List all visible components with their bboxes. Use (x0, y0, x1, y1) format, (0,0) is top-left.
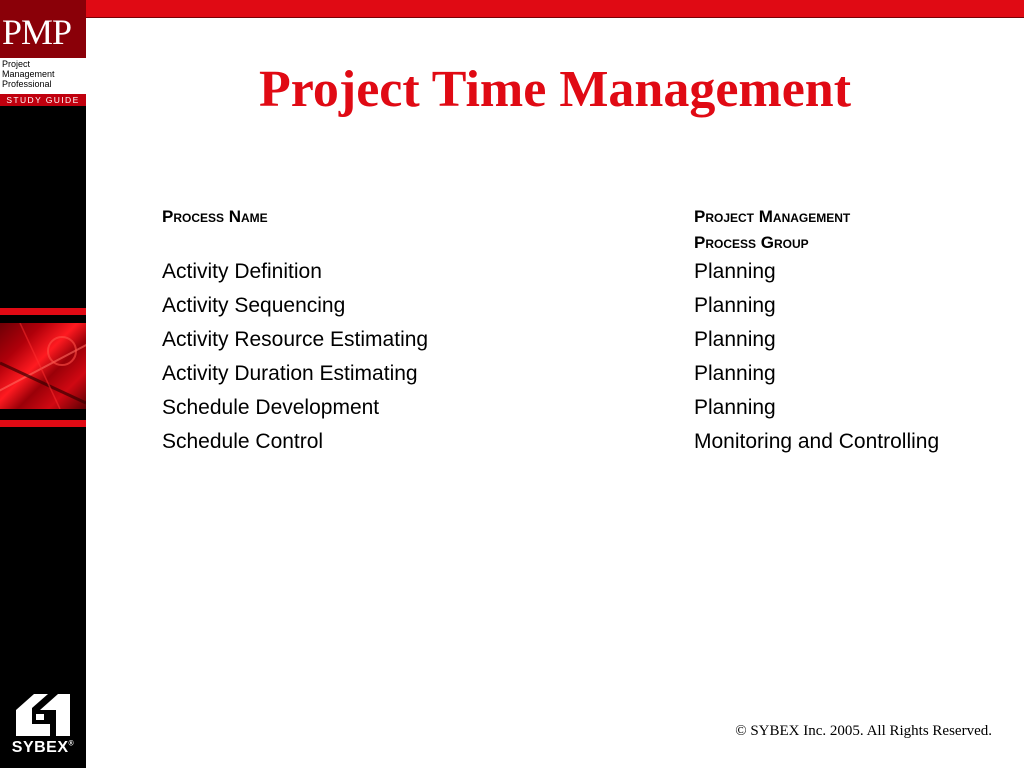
sybex-logo-text: SYBEX (11, 739, 69, 756)
sidebar-decorative-image (0, 323, 86, 409)
process-group-header-line-2: Process Group (694, 233, 809, 252)
process-group-cell: Planning (694, 328, 776, 351)
process-group-cell: Planning (694, 260, 776, 283)
process-group-cell: Planning (694, 396, 776, 419)
sybex-logo-word (0, 739, 86, 757)
pmp-logo-letters: PMP (2, 12, 72, 52)
pmp-logo-subtitle (2, 59, 84, 89)
process-name-cell: Activity Duration Estimating (162, 362, 418, 385)
process-name-header: Process Name (162, 207, 268, 226)
pmp-logo-line-2: Management (2, 69, 55, 79)
process-group-header-line-1: Project Management (694, 207, 851, 226)
process-group-cell: Planning (694, 294, 776, 317)
process-name-cell: Activity Definition (162, 260, 322, 283)
sidebar-decorative-graphic (0, 323, 86, 409)
process-group-cell: Planning (694, 362, 776, 385)
slide-title: Project Time Management (258, 61, 852, 118)
pmp-logo (0, 0, 86, 106)
copyright-notice: © SYBEX Inc. 2005. All Rights Reserved. (735, 723, 992, 739)
pmp-logo-line-1: Project (2, 59, 31, 69)
sybex-logo (0, 680, 86, 768)
sybex-registered-mark: ® (68, 740, 75, 748)
pmp-logo-line-3: Professional (2, 79, 52, 89)
process-name-cell: Activity Resource Estimating (162, 328, 429, 351)
process-name-cell: Schedule Development (162, 396, 380, 419)
top-accent-bar (86, 0, 1024, 18)
sidebar-red-stripe-bottom (0, 420, 86, 427)
process-name-cell: Activity Sequencing (162, 294, 346, 317)
sybex-logo-mark-icon (10, 688, 72, 738)
process-group-header (694, 204, 850, 256)
sidebar-red-stripe-top (0, 308, 86, 315)
process-name-cell: Schedule Control (162, 430, 324, 453)
pmp-logo-study-guide: STUDY GUIDE (0, 94, 86, 106)
process-group-cell: Monitoring and Controlling (694, 430, 940, 453)
